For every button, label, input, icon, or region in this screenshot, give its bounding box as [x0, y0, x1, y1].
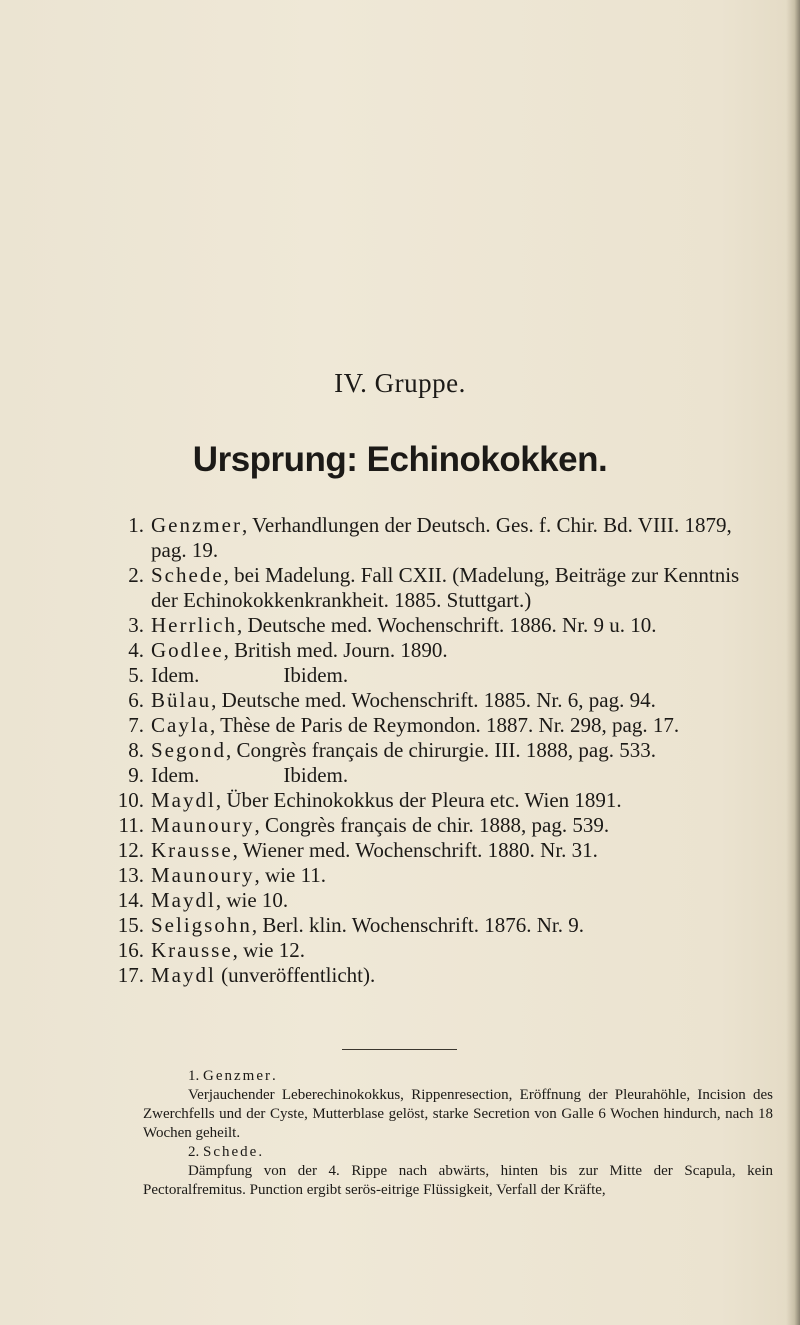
- reference-text: Idem. Ibidem.: [151, 763, 349, 787]
- footnote-heading-end: .: [271, 1068, 276, 1084]
- reference-author: Maydl: [151, 963, 216, 987]
- reference-number: 4.: [128, 638, 144, 662]
- reference-author: Segond: [151, 738, 226, 762]
- reference-text: , wie 11.: [254, 863, 327, 887]
- group-title: IV. Gruppe.: [334, 368, 466, 398]
- reference-item: [114, 788, 774, 813]
- reference-text: , bei Madelung. Fall CXII. (Madelung, Beiträge zur Kenntnis: [223, 563, 740, 587]
- reference-text: , Über Echinokokkus der Pleura etc. Wien 1891.: [215, 788, 622, 812]
- reference-item: [114, 938, 774, 963]
- reference-number: 15.: [117, 913, 144, 937]
- reference-number: 6.: [128, 688, 144, 712]
- footnote-text: Dämpfung von der 4. Rippe nach abwärts, hinten bis zur Mitte der Scapula, kein Pectoralfremitus. Punction ergibt serös-eitrige Flüssigkeit, Verfall der Kräfte,: [143, 1163, 773, 1198]
- reference-item: [114, 888, 774, 913]
- footnote-author: Schede: [203, 1144, 259, 1160]
- reference-author: Godlee: [151, 638, 224, 662]
- reference-number: 13.: [117, 863, 144, 887]
- reference-author: Cayla: [151, 713, 210, 737]
- reference-author: Maydl: [151, 788, 216, 812]
- reference-list: [114, 513, 774, 988]
- reference-item: [114, 963, 774, 988]
- reference-number: 12.: [117, 838, 144, 862]
- reference-item: [114, 738, 774, 763]
- reference-item: [114, 663, 774, 688]
- reference-item: [114, 863, 774, 888]
- reference-number: 10.: [117, 788, 144, 812]
- reference-text: , Thèse de Paris de Reymondon. 1887. Nr. 298, pag. 17.: [209, 713, 680, 737]
- reference-text: , Wiener med. Wochenschrift. 1880. Nr. 31.: [232, 838, 598, 862]
- reference-author: Maunoury: [151, 863, 255, 887]
- footnote-divider: [342, 1049, 457, 1050]
- reference-author: Herrlich: [151, 613, 237, 637]
- reference-number: 1.: [128, 513, 144, 537]
- reference-author: Krausse: [151, 938, 233, 962]
- reference-number: 2.: [128, 563, 144, 587]
- reference-text: , Deutsche med. Wochenschrift. 1886. Nr. 9 u. 10.: [236, 613, 657, 637]
- footnote-heading-end: .: [258, 1144, 263, 1160]
- reference-author: Bülau: [151, 688, 212, 712]
- reference-item: [114, 513, 774, 563]
- reference-number: 5.: [128, 663, 144, 687]
- reference-text: , British med. Journ. 1890.: [223, 638, 448, 662]
- reference-item: [114, 913, 774, 938]
- reference-author: Maydl: [151, 888, 216, 912]
- reference-item: [114, 638, 774, 663]
- reference-item: [114, 838, 774, 863]
- reference-item: [114, 613, 774, 638]
- reference-author: Schede: [151, 563, 224, 587]
- reference-number: 7.: [128, 713, 144, 737]
- section-title: Ursprung: Echinokokken.: [192, 440, 608, 479]
- reference-number: 11.: [118, 813, 144, 837]
- reference-author: Maunoury: [151, 813, 255, 837]
- reference-text: , Verhandlungen der Deutsch. Ges. f. Chir. Bd. VIII. 1879,: [241, 513, 732, 537]
- reference-text: , Deutsche med. Wochenschrift. 1885. Nr. 6, pag. 94.: [211, 688, 656, 712]
- footnote-text: Verjauchender Leberechinokokkus, Rippenresection, Eröffnung der Pleurahöhle, Incision des Zwerchfells und der Cyste, Mutterblase gelöst, starke Secretion von Galle 6 Wochen hindurch, nach 18 Wochen geheilt.: [143, 1087, 773, 1141]
- reference-item: [114, 813, 774, 838]
- reference-text: Idem. Ibidem.: [151, 663, 349, 687]
- reference-author: Seligsohn: [151, 913, 252, 937]
- footnotes: [143, 1067, 773, 1200]
- reference-number: 16.: [117, 938, 144, 962]
- reference-item: [114, 563, 774, 613]
- reference-number: 9.: [128, 763, 144, 787]
- reference-author: Genzmer: [151, 513, 242, 537]
- reference-number: 17.: [117, 963, 144, 987]
- footnote-author: Genzmer: [203, 1068, 272, 1084]
- reference-continuation: pag. 19.: [151, 538, 219, 562]
- reference-text: , Congrès français de chirurgie. III. 1888, pag. 533.: [226, 738, 656, 762]
- footnote-number: 2.: [188, 1144, 200, 1160]
- page-edge-shadow: [786, 0, 800, 1325]
- footnote-heading: [143, 1067, 773, 1086]
- reference-item: [114, 688, 774, 713]
- reference-number: 8.: [128, 738, 144, 762]
- reference-text: (unveröffentlicht).: [215, 963, 376, 987]
- footnote-number: 1.: [188, 1068, 200, 1084]
- reference-number: 14.: [117, 888, 144, 912]
- reference-continuation: der Echinokokkenkrankheit. 1885. Stuttgart.): [151, 588, 532, 612]
- reference-text: , Berl. klin. Wochenschrift. 1876. Nr. 9.: [251, 913, 584, 937]
- reference-item: [114, 763, 774, 788]
- footnote-heading: [143, 1143, 773, 1162]
- reference-text: , wie 10.: [215, 888, 289, 912]
- reference-text: , Congrès français de chir. 1888, pag. 539.: [254, 813, 610, 837]
- reference-item: [114, 713, 774, 738]
- reference-number: 3.: [128, 613, 144, 637]
- reference-author: Krausse: [151, 838, 233, 862]
- reference-text: , wie 12.: [232, 938, 305, 962]
